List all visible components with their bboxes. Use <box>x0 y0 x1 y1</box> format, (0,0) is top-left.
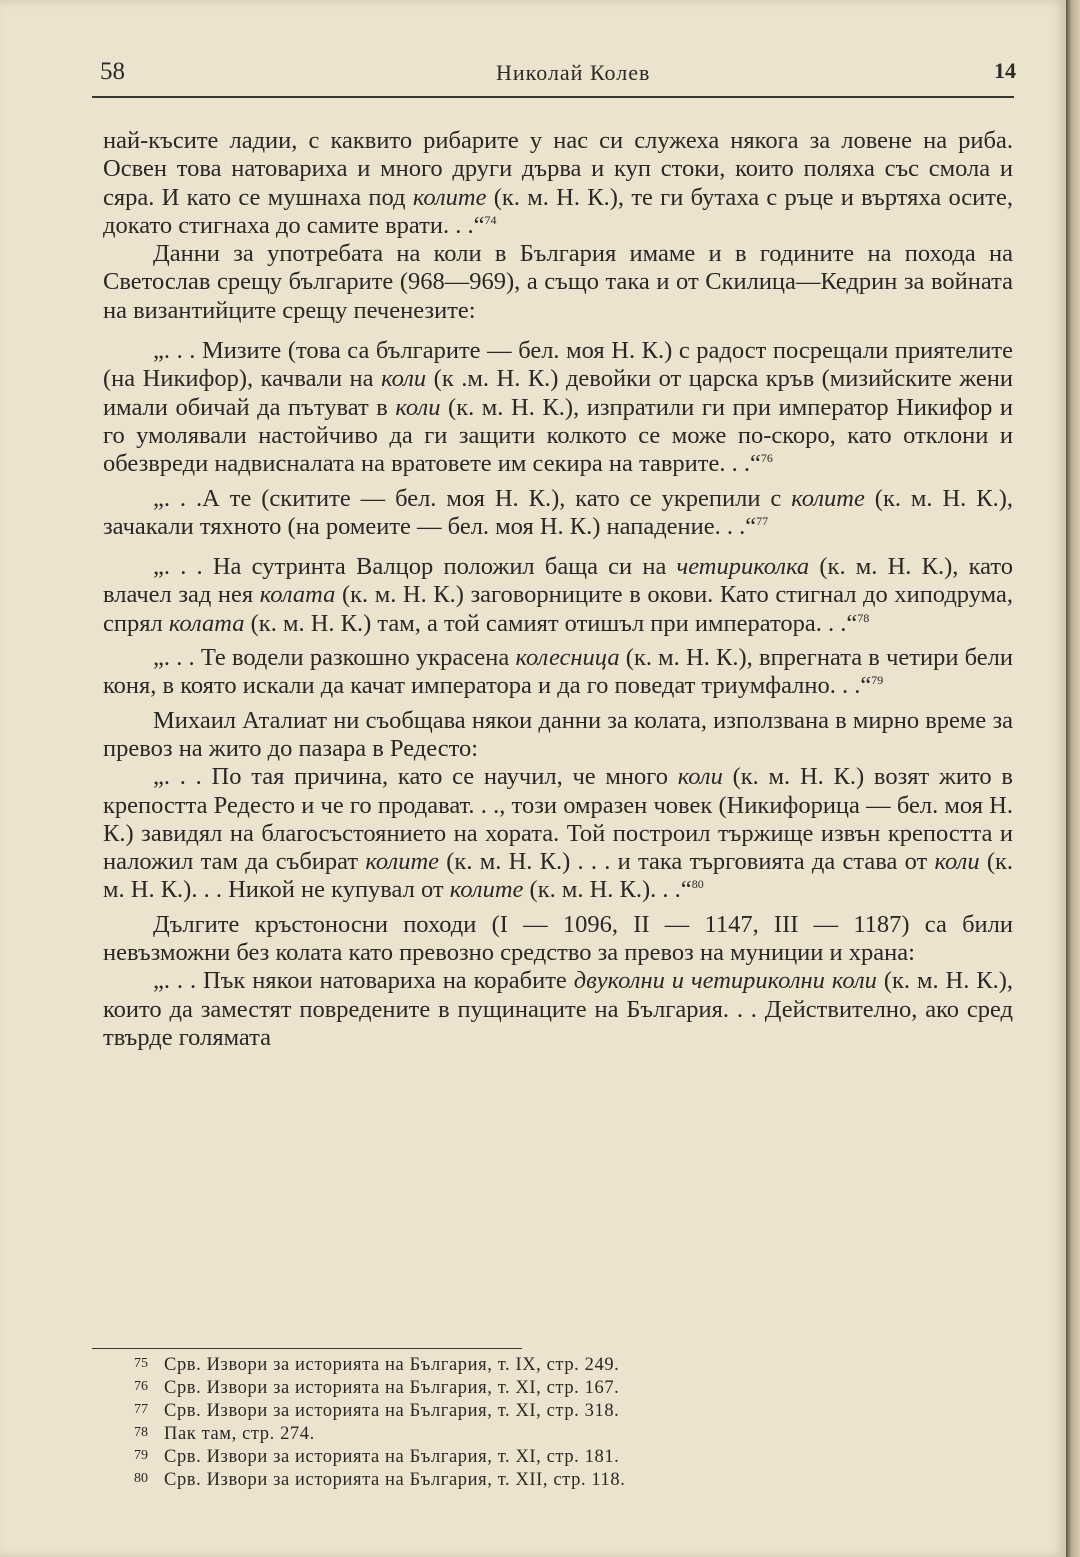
body-text <box>103 127 1013 1052</box>
book-spine-edge <box>1066 0 1080 1557</box>
quote-paragraph: „. . . Мизите (това са българите — бел. моя Н. К.) с радост посрещали приятелите (на Никифор), качвали на коли (к .м. Н. К.) девойки от царска кръв (мизийските жени имали обичай да пътуват в коли (к. м. Н. К.), изпратили ги при император Никифор и го умолявали настойчиво да ги защити колкото се може по-скоро, като отклони и обезвреди надвисналата на вратовете им секира на таврите. . .“$^{76}$ <box>103 337 1014 478</box>
paragraph: Данни за употребата на коли в България имаме и в годините на похода на Светослав срещу българите (968—969), а също така и от Скилица—Кедрин за войната на византийците срещу печенезите: <box>103 240 1013 324</box>
header-rule <box>92 96 1014 98</box>
footnote-ref: 79 <box>871 673 884 688</box>
footnote-ref: 76 <box>760 451 773 466</box>
footnote-ref: 80 <box>691 877 704 892</box>
footnote-ref: 78 <box>857 610 870 625</box>
footnotes <box>134 1354 934 1492</box>
running-head-author: Николай Колев <box>496 60 651 85</box>
footnote: 76 Срв. Извори за историята на България, т. XI, стр. 167. <box>134 1378 620 1398</box>
footnote: 75 Срв. Извори за историята на България, т. IX, стр. 249. <box>134 1355 620 1375</box>
quote-paragraph: „. . . Те водели разкошно украсена колесница (к. м. Н. К.), впрегната в четири бели коня, в която искали да качат императора и да го поведат триумфално. . .“$^{79}$ <box>103 644 1014 700</box>
footnote-rule <box>92 1348 522 1349</box>
paragraph: Михаил Аталиат ни съобщава някои данни за колата, използвана в мирно време за превоз на жито до пазара в Редесто: <box>103 706 1013 762</box>
quote-paragraph: „. . . По тая причина, като се научил, че много коли (к. м. Н. К.) возят жито в крепостта Редесто и че го продават. . ., този омразен човек (Никифорица — бел. моя Н. К.) завидял на благосъстоянието на хората. Той построил тържище извън крепостта и наложил там да събират колите (к. м. Н. К.) . . . и така търговията да става от коли (к. м. Н. К.). . . Никой не купувал от колите (к. м. Н. К.). . .“$^{80}$ <box>103 763 1014 904</box>
running-header <box>96 56 1016 96</box>
paragraph: Дългите кръстоносни походи (I — 1096, II — 1147, III — 1187) са били невъзможни без колата като превозно средство за превоз на муниции и храна: <box>103 910 1013 967</box>
signature-mark: 14 <box>994 58 1016 83</box>
footnote: 79 Срв. Извори за историята на България, т. XI, стр. 181. <box>134 1447 620 1467</box>
footnote: 80 Срв. Извори за историята на България, т. XII, стр. 118. <box>134 1470 626 1490</box>
paragraph: най-късите ладии, с каквито рибарите у нас си служеха някога за ловене на риба. Освен това натовариха и много други дърва и куп стоки, които поляха със смола и сяра. И като се мушнаха под колите (к. м. Н. К.), те ги бутаха с ръце и въртяха осите, докато стигнаха до самите врати. . .“$^{74}$ <box>103 127 1013 239</box>
page-number: 58 <box>100 58 125 85</box>
footnote: 77 Срв. Извори за историята на България, т. XI, стр. 318. <box>134 1401 620 1421</box>
quote-paragraph: „. . . На сутринта Валцор положил баща си на четириколка (к. м. Н. К.), като влачел зад нея колата (к. м. Н. К.) заговорниците в окови. Като стигнал до хиподрума, спрял колата (к. м. Н. К.) там, а той самият отишъл при императора. . .“$^{78}$ <box>103 553 1013 637</box>
footnote: 78 Пак там, стр. 274. <box>134 1424 315 1444</box>
quote-paragraph: „. . . Пък някои натовариха на корабите двуколни и четириколни коли (к. м. Н. К.), които да заместят повредените в пущинаците на България. . . Действително, ако сред твърде голямата <box>103 967 1014 1051</box>
quote-paragraph: „. . .А те (скитите — бел. моя Н. К.), като се укрепили с колите (к. м. Н. К.), зачакали тяхното (на ромеите — бел. моя Н. К.) нападение. . .“$^{77}$ <box>103 484 1013 540</box>
footnote-ref: 77 <box>756 513 769 528</box>
footnote-ref: 74 <box>484 212 497 227</box>
